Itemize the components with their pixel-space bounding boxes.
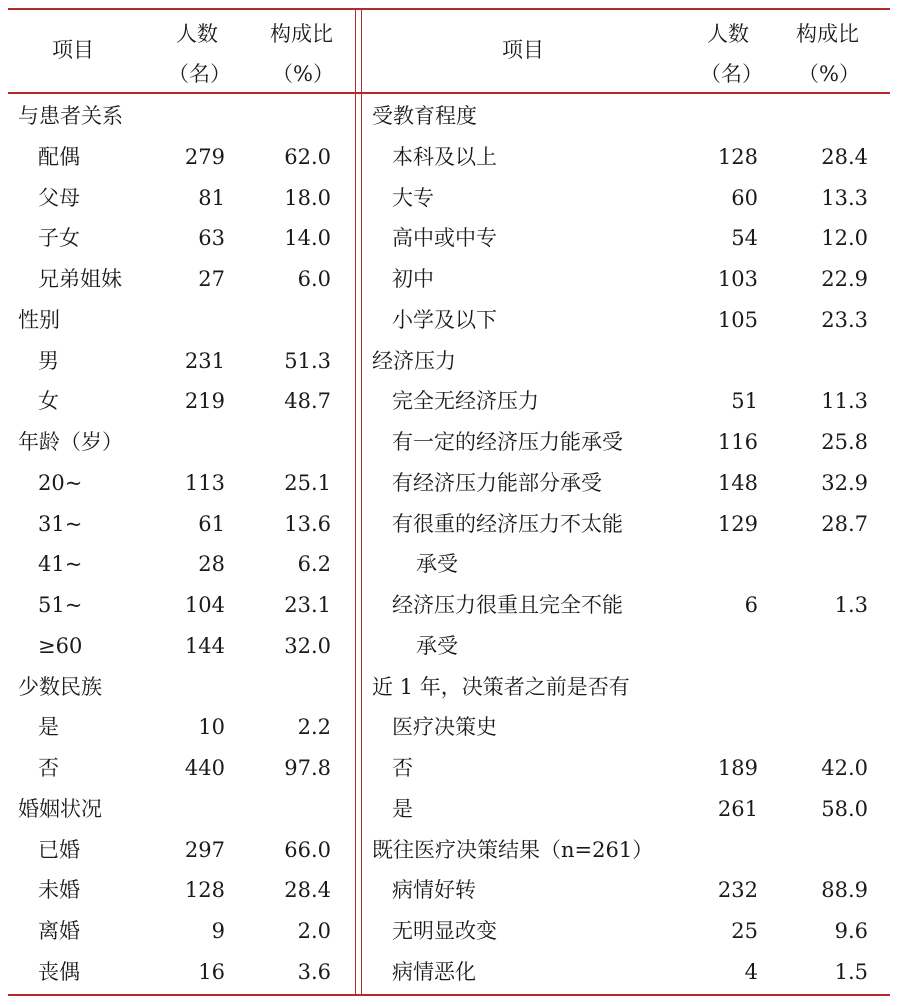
row-label: 子女: [38, 226, 80, 251]
row-count: 148: [717, 470, 758, 495]
table-row: [8, 585, 355, 626]
row-label: 兄弟姐妹: [38, 267, 122, 291]
row-label: 父母: [38, 185, 80, 210]
table-row: [8, 504, 355, 545]
row-label: 医疗决策史: [392, 715, 497, 740]
table-row: [362, 830, 890, 871]
table-row: [362, 178, 890, 219]
left-header-ratio: 构成比: [270, 22, 333, 46]
table-row: [8, 178, 355, 219]
row-ratio: 66.0: [284, 837, 331, 862]
row-count: 16: [198, 959, 225, 984]
row-ratio: 6.0: [297, 267, 331, 291]
table-row: [8, 137, 355, 178]
row-count: 4: [744, 959, 758, 984]
row-count: 9: [211, 919, 225, 943]
row-label: 无明显改变: [392, 919, 497, 943]
table-row: [8, 952, 355, 993]
row-ratio: 25.1: [284, 470, 331, 495]
row-label: 离婚: [38, 919, 80, 943]
row-label: ≥60: [38, 633, 83, 658]
row-count: 103: [717, 267, 758, 291]
row-label: 承受: [416, 633, 458, 658]
table-row: [8, 789, 355, 830]
row-label: 是: [392, 796, 413, 821]
row-label: 与患者关系: [18, 104, 123, 128]
data-table: [8, 8, 890, 996]
table-row: [362, 259, 890, 300]
row-ratio: 12.0: [821, 226, 868, 251]
row-ratio: 9.6: [834, 919, 868, 943]
table-row: [362, 504, 890, 545]
row-count: 297: [184, 837, 225, 862]
row-label: 本科及以上: [392, 144, 497, 169]
row-label: 有一定的经济压力能承受: [392, 430, 623, 454]
row-count: 232: [717, 878, 758, 903]
row-count: 144: [184, 633, 225, 658]
table-row: [8, 422, 355, 463]
row-ratio: 18.0: [284, 185, 331, 210]
table-row: [362, 626, 890, 667]
table-row: [8, 911, 355, 952]
row-label: 婚姻状况: [18, 796, 102, 821]
row-ratio: 28.4: [284, 878, 331, 903]
table-row: [8, 341, 355, 382]
row-ratio: 32.0: [284, 633, 331, 658]
row-label: 丧偶: [38, 959, 80, 984]
row-label: 未婚: [38, 878, 80, 903]
row-count: 104: [184, 593, 225, 617]
right-header-item: 项目: [502, 38, 544, 62]
row-label: 20~: [38, 470, 83, 495]
table-row: [8, 707, 355, 748]
row-ratio: 14.0: [284, 226, 331, 251]
row-ratio: 13.6: [284, 511, 331, 536]
row-ratio: 2.0: [297, 919, 331, 943]
row-count: 440: [184, 756, 225, 780]
table-row: [8, 667, 355, 708]
row-ratio: 25.8: [821, 430, 868, 454]
row-ratio: 3.6: [297, 959, 331, 984]
right-header-count: 人数: [707, 22, 749, 46]
right-header-ratio-unit: （%）: [798, 62, 860, 86]
row-ratio: 48.7: [284, 389, 331, 414]
row-count: 279: [184, 144, 225, 169]
row-label: 女: [38, 389, 59, 414]
table-row: [362, 707, 890, 748]
row-count: 51: [731, 389, 758, 414]
row-count: 116: [717, 430, 758, 454]
row-count: 81: [198, 185, 225, 210]
row-ratio: 58.0: [821, 796, 868, 821]
table-row: [362, 300, 890, 341]
table-row: [362, 96, 890, 137]
row-label: 性别: [18, 307, 60, 332]
table-row: [362, 544, 890, 585]
row-count: 128: [717, 144, 758, 169]
row-ratio: 32.9: [821, 470, 868, 495]
left-header-count-unit: （名）: [168, 62, 231, 86]
row-count: 219: [184, 389, 225, 414]
row-ratio: 23.1: [284, 593, 331, 617]
row-label: 配偶: [38, 144, 80, 169]
row-label: 病情恶化: [392, 959, 476, 984]
row-ratio: 88.9: [821, 878, 868, 903]
left-header-ratio-unit: （%）: [272, 62, 334, 86]
table-row: [362, 218, 890, 259]
table-row: [362, 463, 890, 504]
table-row: [8, 748, 355, 789]
row-count: 60: [731, 185, 758, 210]
row-ratio: 1.3: [834, 593, 868, 617]
table-row: [362, 137, 890, 178]
left-column: [8, 8, 355, 996]
row-label: 51~: [38, 593, 83, 617]
table-row: [8, 259, 355, 300]
row-ratio: 51.3: [284, 348, 331, 373]
table-row: [8, 218, 355, 259]
row-count: 189: [717, 756, 758, 780]
row-count: 129: [717, 511, 758, 536]
row-label: 承受: [416, 552, 458, 577]
row-ratio: 23.3: [821, 307, 868, 332]
row-label: 31~: [38, 511, 83, 536]
row-count: 6: [744, 593, 758, 617]
row-label: 否: [38, 756, 59, 780]
row-count: 54: [731, 226, 758, 251]
row-label: 经济压力: [372, 348, 456, 373]
right-header-ratio: 构成比: [796, 22, 859, 46]
row-label: 有很重的经济压力不太能: [392, 511, 623, 536]
right-header-count-unit: （名）: [700, 62, 763, 86]
table-row: [362, 952, 890, 993]
row-count: 128: [184, 878, 225, 903]
row-count: 261: [717, 796, 758, 821]
table-row: [8, 463, 355, 504]
table-row: [8, 544, 355, 585]
row-label: 否: [392, 756, 413, 780]
row-label: 经济压力很重且完全不能: [392, 593, 623, 617]
row-label: 大专: [392, 185, 434, 210]
row-label: 男: [38, 348, 59, 373]
row-label: 既往医疗决策结果（n=261）: [372, 837, 654, 862]
row-ratio: 1.5: [834, 959, 868, 984]
row-ratio: 97.8: [284, 756, 331, 780]
row-count: 105: [717, 307, 758, 332]
table-row: [8, 870, 355, 911]
row-ratio: 13.3: [821, 185, 868, 210]
table-row: [8, 381, 355, 422]
row-count: 27: [198, 267, 225, 291]
column-divider: [355, 8, 362, 996]
table-row: [8, 96, 355, 137]
row-count: 63: [198, 226, 225, 251]
row-count: 61: [198, 511, 225, 536]
row-label: 受教育程度: [372, 104, 477, 128]
row-count: 25: [731, 919, 758, 943]
table-row: [362, 667, 890, 708]
row-label: 完全无经济压力: [392, 389, 539, 414]
row-count: 28: [198, 552, 225, 577]
table-row: [362, 911, 890, 952]
row-count: 231: [184, 348, 225, 373]
row-label: 小学及以下: [392, 307, 497, 332]
row-label: 初中: [392, 267, 434, 291]
row-label: 病情好转: [392, 878, 476, 903]
row-count: 10: [198, 715, 225, 740]
table-row: [362, 789, 890, 830]
table-row: [8, 300, 355, 341]
row-label: 近 1 年，决策者之前是否有: [372, 674, 630, 699]
row-label: 有经济压力能部分承受: [392, 470, 602, 495]
row-ratio: 42.0: [821, 756, 868, 780]
table-row: [362, 381, 890, 422]
row-label: 已婚: [38, 837, 80, 862]
row-ratio: 28.7: [821, 511, 868, 536]
row-label: 是: [38, 715, 59, 740]
row-ratio: 28.4: [821, 144, 868, 169]
table-row: [362, 341, 890, 382]
row-label: 少数民族: [18, 674, 102, 699]
left-header-count: 人数: [176, 22, 218, 46]
table-row: [362, 422, 890, 463]
table-row: [362, 748, 890, 789]
table-row: [8, 830, 355, 871]
row-ratio: 6.2: [297, 552, 331, 577]
right-column: [362, 8, 890, 996]
row-ratio: 22.9: [821, 267, 868, 291]
table-row: [362, 870, 890, 911]
row-label: 41~: [38, 552, 83, 577]
row-ratio: 2.2: [297, 715, 331, 740]
row-label: 高中或中专: [392, 226, 497, 251]
row-ratio: 11.3: [821, 389, 868, 414]
table-row: [362, 585, 890, 626]
table-row: [8, 626, 355, 667]
left-header-item: 项目: [52, 38, 94, 62]
row-label: 年龄（岁）: [18, 430, 123, 454]
row-count: 113: [184, 470, 225, 495]
row-ratio: 62.0: [284, 144, 331, 169]
